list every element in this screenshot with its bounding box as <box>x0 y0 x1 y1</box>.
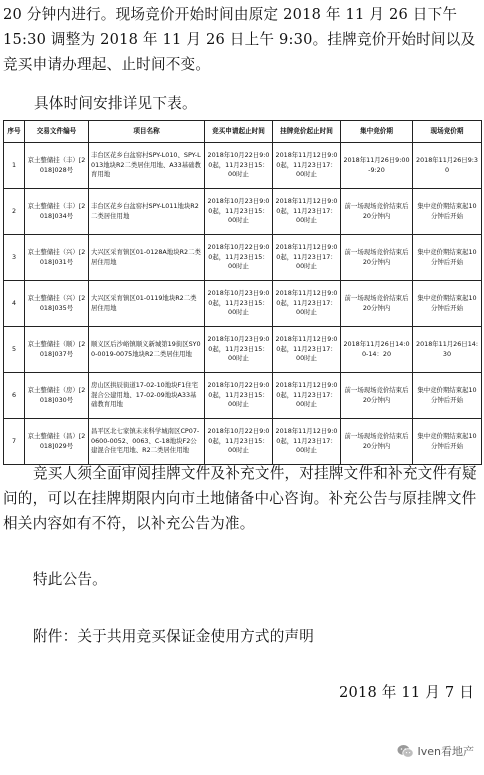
cell-project-name: 丰台区花乡白盆窑村SPY-L010、SPY-L013地块R2二类居住用地、A33基础教育用地 <box>89 143 205 189</box>
cell-application-period: 2018年10月23日9:00起，11月23日15：00时止 <box>205 189 273 235</box>
cell-listing-period: 2018年11月12日9:00起，11月23日17：00时止 <box>273 373 341 419</box>
cell-project-name: 大兴区采育镇区01-0119地块R2二类居住用地 <box>89 281 205 327</box>
attachment-link[interactable]: 附件：关于共用竞买保证金使用方式的声明 <box>33 628 315 645</box>
cell-file-number: 京土整储挂（房）[2018]030号 <box>25 373 89 419</box>
cell-onsite-bidding: 集中竞价期结束起10分钟后开始 <box>413 189 482 235</box>
watermark-text: Iven看地产 <box>417 745 474 758</box>
table-row <box>4 143 482 189</box>
cell-project-name: 昌平区北七家镇未来科学城南区CP07-0600-0052、0063、C-18地块F2公建混合住宅用地、R2二类居住用地 <box>89 419 205 465</box>
cell-centralized-bidding: 2018年11月26日9:00-9:20 <box>341 143 413 189</box>
cell-index: 3 <box>4 235 25 281</box>
cell-onsite-bidding: 2018年11月26日14:30 <box>413 327 482 373</box>
cell-onsite-bidding: 集中竞价期结束起10分钟后开始 <box>413 235 482 281</box>
cell-project-name: 顺义区后沙峪镇顺义新城第19街区SY00-0019-0075地块R2二类居住用地 <box>89 327 205 373</box>
cell-index: 2 <box>4 189 25 235</box>
table-row <box>4 373 482 419</box>
notice-text: 特此公告。 <box>33 571 107 588</box>
cell-project-name: 大兴区采育镇区01-0128A地块R2二类居住用地 <box>89 235 205 281</box>
table-row <box>4 189 482 235</box>
header-cell-centralized-bidding: 集中竞价期 <box>341 121 413 143</box>
header-cell-onsite-bidding: 现场竞价期 <box>413 121 482 143</box>
cell-file-number: 京土整储挂（兴）[2018]035号 <box>25 281 89 327</box>
header-cell-index: 序号 <box>4 121 25 143</box>
cell-onsite-bidding: 2018年11月26日9:30 <box>413 143 482 189</box>
cell-centralized-bidding: 前一场现场竞价结束后20分钟内 <box>341 281 413 327</box>
watermark <box>397 743 475 759</box>
cell-centralized-bidding: 前一场现场竞价结束后20分钟内 <box>341 419 413 465</box>
header-cell-application-period: 竞买申请起止时间 <box>205 121 273 143</box>
cell-index: 6 <box>4 373 25 419</box>
cell-onsite-bidding: 集中竞价期结束起10分钟后开始 <box>413 419 482 465</box>
schedule-table <box>3 120 482 465</box>
cell-centralized-bidding: 前一场现场竞价结束后20分钟内 <box>341 235 413 281</box>
cell-application-period: 2018年10月23日9:00起，11月23日15：00时止 <box>205 327 273 373</box>
header-cell-file-number: 交易文件编号 <box>25 121 89 143</box>
cell-application-period: 2018年10月22日9:00起，11月23日15：00时止 <box>205 143 273 189</box>
cell-onsite-bidding: 集中竞价期结束起10分钟后开始 <box>413 373 482 419</box>
inquiry-paragraph: 竞买人须全面审阅挂牌文件及补充文件，对挂牌文件和补充文件有疑问的，可以在挂牌期限内向市土地储备中心咨询。补充公告与原挂牌文件相关内容如有不符，以补充公告为准。 <box>3 465 477 533</box>
cell-centralized-bidding: 前一场现场竞价结束后20分钟内 <box>341 189 413 235</box>
cell-listing-period: 2018年11月12日9:00起，11月23日17：00时止 <box>273 143 341 189</box>
cell-centralized-bidding: 前一场现场竞价结束后20分钟内 <box>341 373 413 419</box>
cell-onsite-bidding: 集中竞价期结束起10分钟后开始 <box>413 281 482 327</box>
cell-application-period: 2018年10月23日9:00起，11月23日15：00时止 <box>205 281 273 327</box>
cell-index: 4 <box>4 281 25 327</box>
cell-centralized-bidding: 2018年11月26日14:00-14：20 <box>341 327 413 373</box>
cell-index: 5 <box>4 327 25 373</box>
header-cell-listing-period: 挂牌竞价起止时间 <box>273 121 341 143</box>
table-row <box>4 327 482 373</box>
header-cell-project-name: 项目名称 <box>89 121 205 143</box>
cell-application-period: 2018年10月22日9:00起，11月23日15：00时止 <box>205 373 273 419</box>
cell-application-period: 2018年10月22日9:00起，11月23日15：00时止 <box>205 235 273 281</box>
cell-project-name: 丰台区花乡白盆窑村SPY-L011地块R2二类居住用地 <box>89 189 205 235</box>
cell-listing-period: 2018年11月12日9:00起，11月23日17：00时止 <box>273 419 341 465</box>
cell-file-number: 京土整储挂（昌）[2018]029号 <box>25 419 89 465</box>
cell-file-number: 京土整储挂（顺）[2018]037号 <box>25 327 89 373</box>
cell-file-number: 京土整储挂（丰）[2018]034号 <box>25 189 89 235</box>
wechat-icon <box>397 744 414 759</box>
cell-index: 7 <box>4 419 25 465</box>
cell-listing-period: 2018年11月12日9:00起，11月23日17：00时止 <box>273 235 341 281</box>
table-row <box>4 419 482 465</box>
cell-project-name: 房山区拱辰街道17-02-10地块F1住宅混合公建用地、17-02-09地块A33基础教育用地 <box>89 373 205 419</box>
publish-date: 2018 年 11 月 7 日 <box>339 684 474 701</box>
table-row <box>4 281 482 327</box>
cell-file-number: 京土整储挂（丰）[2018]028号 <box>25 143 89 189</box>
table-row <box>4 235 482 281</box>
cell-application-period: 2018年10月22日9:00起，11月23日15：00时止 <box>205 419 273 465</box>
schedule-note: 具体时间安排详见下表。 <box>34 95 197 112</box>
cell-listing-period: 2018年11月12日9:00起，11月23日17：00时止 <box>273 281 341 327</box>
cell-file-number: 京土整储挂（兴）[2018]031号 <box>25 235 89 281</box>
cell-listing-period: 2018年11月12日9:00起，11月23日17：00时止 <box>273 189 341 235</box>
cell-index: 1 <box>4 143 25 189</box>
table-header-row <box>4 121 482 143</box>
intro-paragraph: 20 分钟内进行。现场竞价开始时间由原定 2018 年 11 月 26 日下午 15:30 调整为 2018 年 11 月 26 日上午 9:30。挂牌竞价开始时间以及竞买申请办理起、止时间不变。 <box>3 6 476 73</box>
cell-listing-period: 2018年11月12日9:00起，11月23日17：00时止 <box>273 327 341 373</box>
